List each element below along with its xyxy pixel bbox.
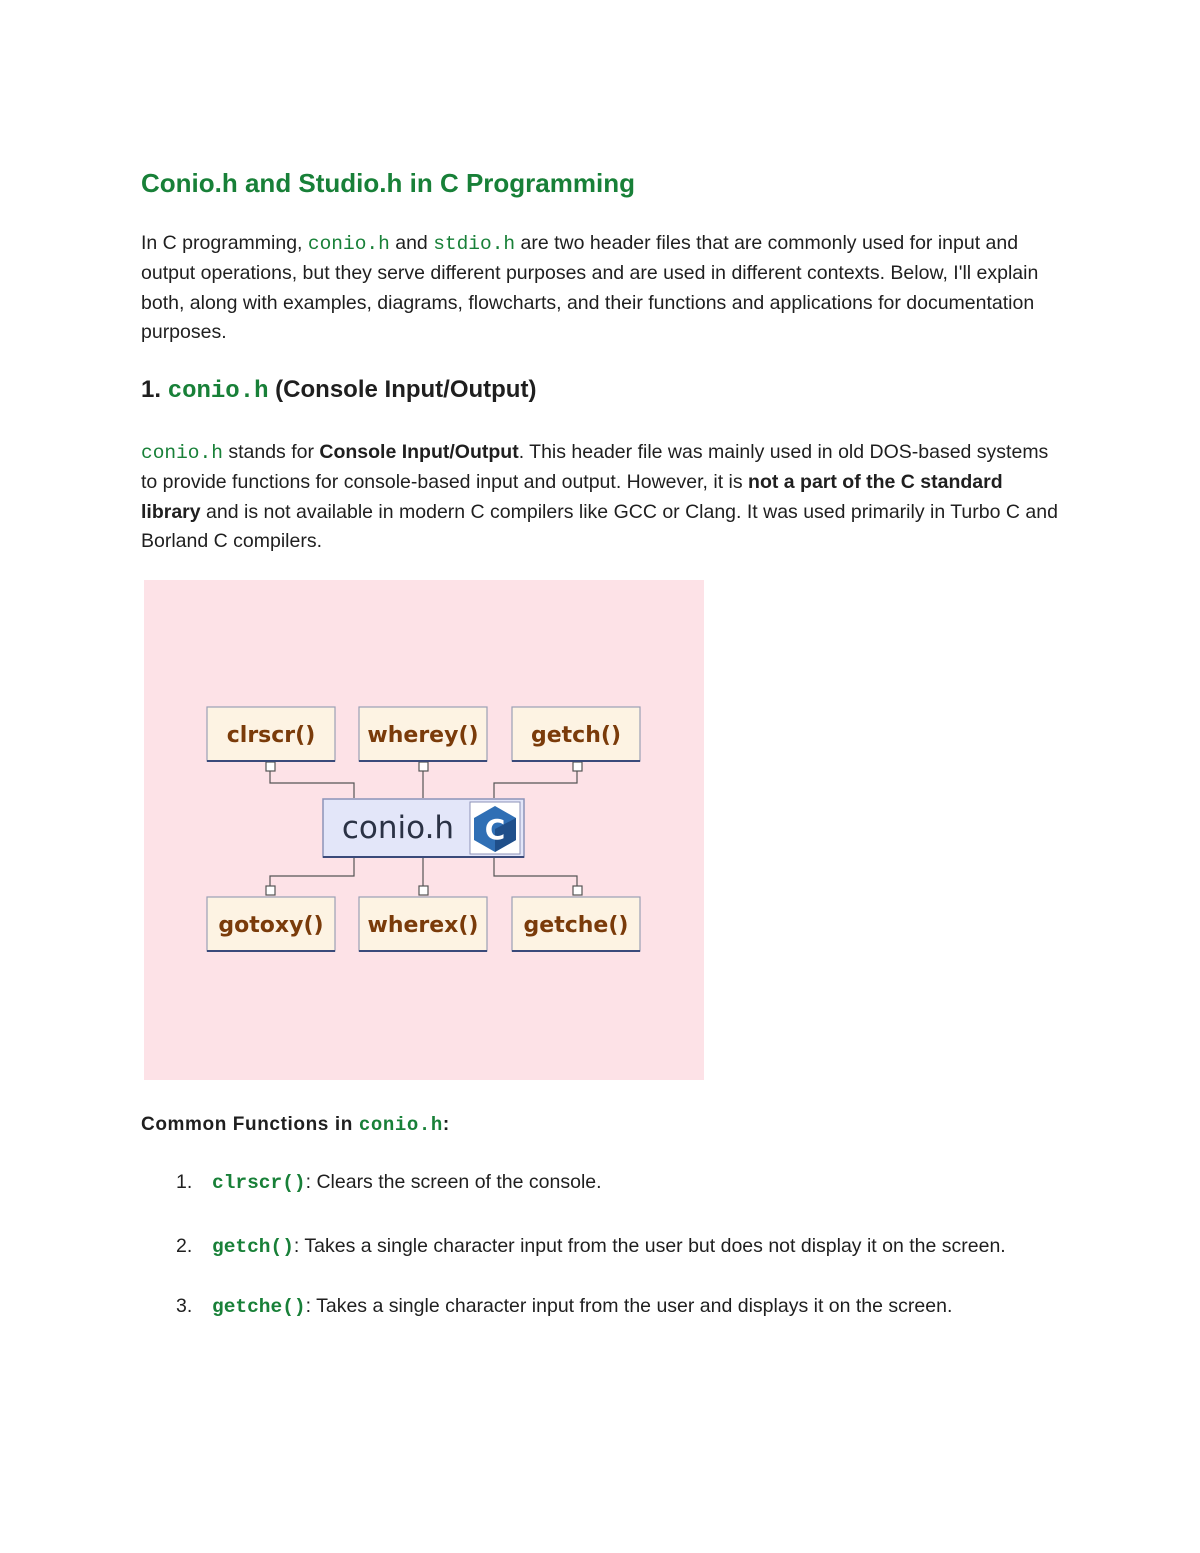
document-title: Conio.h and Studio.h in C Programming	[141, 168, 635, 198]
list-number: 2.	[176, 1234, 193, 1257]
function-description: : Clears the screen of the console.	[305, 1171, 602, 1193]
func-box-label: getche()	[523, 913, 629, 938]
section-heading-conio	[141, 376, 536, 405]
function-description: : Takes a single character input from the user and displays it on the screen.	[305, 1295, 953, 1317]
top-box-getch	[512, 707, 640, 761]
list-number: 3.	[176, 1295, 193, 1317]
logo-letter: C	[484, 813, 506, 846]
list-item	[141, 1168, 1066, 1199]
bottom-box-getche	[512, 897, 640, 951]
section-number: 1.	[141, 376, 168, 403]
common-label: Common Functions in	[141, 1114, 359, 1135]
function-name: getche()	[212, 1296, 306, 1318]
conio-diagram-figure	[144, 580, 704, 1080]
code-stdio-h: stdio.h	[433, 233, 516, 255]
section-code: conio.h	[167, 378, 269, 405]
list-number: 1.	[176, 1171, 193, 1193]
c-language-logo-icon	[470, 802, 520, 854]
function-list	[141, 1168, 1066, 1323]
bottom-box-wherex	[359, 897, 487, 951]
func-box-label: clrscr()	[226, 723, 316, 748]
bottom-box-gotoxy	[207, 897, 335, 951]
code-conio-h: conio.h	[141, 442, 223, 464]
intro-text-2: and	[389, 232, 434, 254]
func-box-label: gotoxy()	[218, 913, 324, 938]
func-box-label: wherex()	[367, 913, 479, 938]
common-code: conio.h	[358, 1114, 443, 1136]
intro-text-3: are two header files that are commonly used for input and output operations, but they serve different purposes and are used in different contexts. Below, I'll explain both, along with examples, diagrams, flowcharts, and their functions and applications for documentation purposes.	[141, 232, 1039, 343]
function-name: getch()	[212, 1235, 294, 1258]
conio-description-paragraph	[141, 438, 1066, 556]
list-item	[141, 1232, 1066, 1263]
desc-text-3: and is not available in modern C compilers like GCC or Clang. It was used primarily in Turbo C and Borland C compilers.	[141, 500, 1058, 552]
desc-bold-2: not a part of the C standard library	[141, 471, 1003, 523]
func-box-label: wherey()	[367, 723, 479, 748]
intro-text-1: In C programming,	[141, 232, 308, 254]
common-functions-heading	[141, 1114, 450, 1136]
code-conio-h: conio.h	[307, 233, 390, 255]
conio-diagram	[144, 580, 704, 1080]
center-label: conio.h	[341, 810, 455, 846]
desc-text-1: stands for	[222, 441, 320, 463]
function-name: clrscr()	[212, 1172, 306, 1194]
center-box-conio-h	[323, 799, 524, 857]
list-item	[141, 1292, 1066, 1323]
common-colon: :	[442, 1114, 450, 1135]
desc-text-2: . This header file was mainly used in old DOS-based systems to provide functions for console-based input and output. However, it is	[141, 441, 1049, 494]
function-description: : Takes a single character input from the user but does not display it on the screen.	[293, 1234, 1006, 1257]
top-box-clrscr	[207, 707, 335, 761]
section-heading-text: (Console Input/Output)	[268, 376, 537, 403]
func-box-label: getch()	[531, 723, 621, 748]
desc-bold-1: Console Input/Output	[319, 441, 519, 463]
top-box-wherey	[359, 707, 487, 761]
intro-paragraph	[141, 229, 1066, 347]
